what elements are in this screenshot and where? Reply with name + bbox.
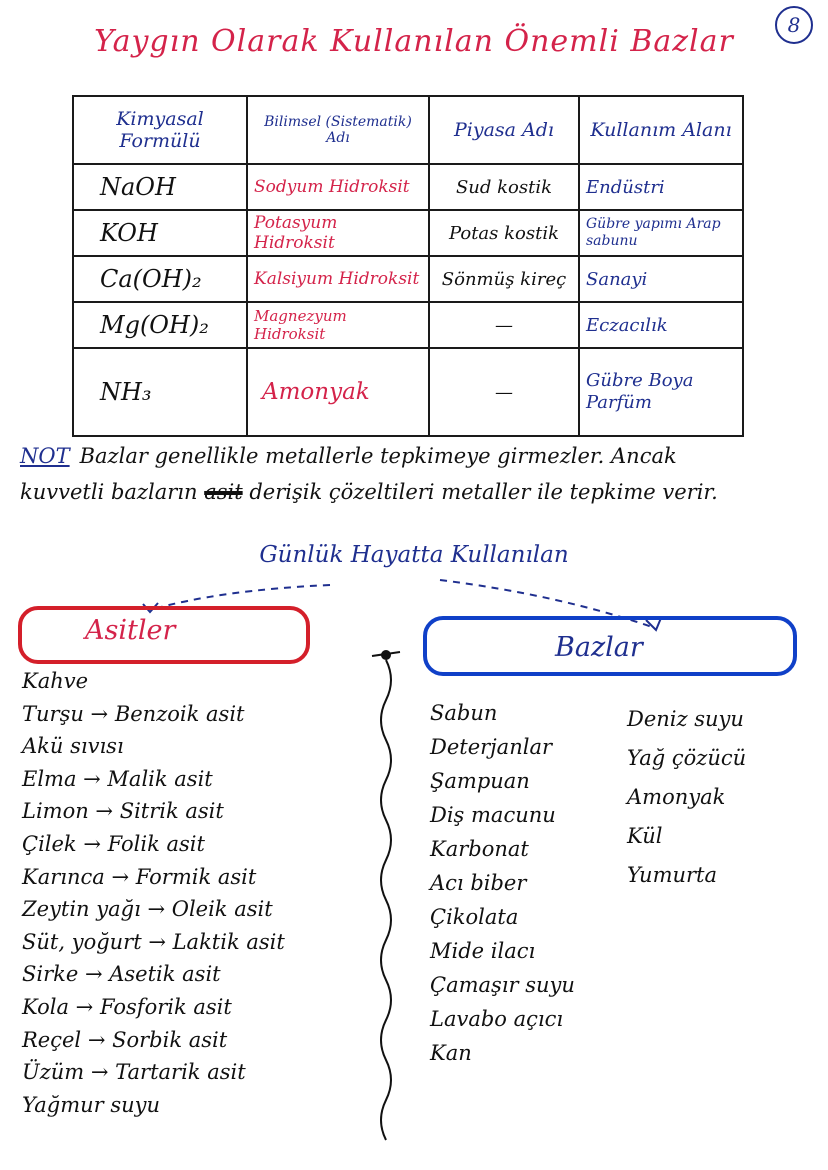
cell-market: — [429, 302, 579, 348]
note-text-2a: kuvvetli bazların [20, 480, 198, 504]
list-item: Zeytin yağı → Oleik asit [22, 897, 273, 922]
daily-life-title: Günlük Hayatta Kullanılan [259, 542, 569, 568]
list-item: Yağ çözücü [627, 746, 747, 770]
list-item: Lavabo açıcı [430, 1007, 564, 1031]
wavy-divider [381, 660, 391, 1140]
acids-heading: Asitler [85, 615, 176, 646]
list-item: Karınca → Formik asit [22, 864, 257, 889]
note-text-1: Bazlar genellikle metallerle tepkimeye girmezler. Ancak [79, 444, 677, 468]
header-usage: Kullanım Alanı [579, 96, 743, 164]
page-title: Yaygın Olarak Kullanılan Önemli Bazlar [94, 24, 734, 59]
cell-market: — [429, 348, 579, 436]
cell-market: Sud kostik [429, 164, 579, 210]
arrow-to-bases [440, 580, 655, 628]
cell-formula: Ca(OH)₂ [73, 256, 247, 302]
cell-use: Sanayi [579, 256, 743, 302]
bases-list-left [430, 696, 575, 1070]
list-item: Diş macunu [430, 803, 556, 827]
list-item: Deterjanlar [430, 735, 553, 759]
list-item: Acı biber [430, 871, 527, 895]
cell-formula: NH₃ [73, 348, 247, 436]
list-item: Akü sıvısı [22, 734, 124, 759]
page-number: 8 [775, 6, 813, 44]
bases-heading: Bazlar [555, 632, 643, 663]
list-item: Amonyak [627, 785, 726, 809]
cell-scientific: Magnezyum Hidroksit [247, 302, 429, 348]
cell-use: Eczacılık [579, 302, 743, 348]
list-item: Çamaşır suyu [430, 973, 575, 997]
header-market-name: Piyasa Adı [429, 96, 579, 164]
list-item: Deniz suyu [627, 707, 744, 731]
list-item: Limon → Sitrik asit [22, 799, 224, 824]
header-formula: Kimyasal Formülü [73, 96, 247, 164]
list-item: Yumurta [627, 863, 717, 887]
acids-list [22, 665, 285, 1121]
cell-formula: NaOH [73, 164, 247, 210]
cell-scientific: Kalsiyum Hidroksit [247, 256, 429, 302]
list-item: Karbonat [430, 837, 529, 861]
list-item: Turşu → Benzoik asit [22, 701, 245, 726]
list-item: Süt, yoğurt → Laktik asit [22, 929, 285, 954]
list-item: Kan [430, 1041, 472, 1065]
list-item: Kahve [22, 669, 89, 693]
list-item: Sabun [430, 701, 498, 725]
list-item: Çikolata [430, 905, 519, 929]
list-item: Kola → Fosforik asit [22, 994, 232, 1019]
list-item: Çilek → Folik asit [22, 831, 205, 856]
cell-market: Potas kostik [429, 210, 579, 256]
cell-scientific: Potasyum Hidroksit [247, 210, 429, 256]
cell-scientific: Sodyum Hidroksit [247, 164, 429, 210]
cell-market: Sönmüş kireç [429, 256, 579, 302]
list-item: Sirke → Asetik asit [22, 962, 221, 987]
bases-list-right [627, 700, 746, 895]
list-item: Şampuan [430, 769, 530, 793]
list-item: Yağmur suyu [22, 1092, 161, 1117]
cell-formula: KOH [73, 210, 247, 256]
list-item: Üzüm → Tartarik asit [22, 1060, 246, 1085]
header-scientific-name: Bilimsel (Sistematik) Adı [247, 96, 429, 164]
cell-use: Gübre yapımı Arap sabunu [579, 210, 743, 256]
note-text-2b: derişik çözeltileri metaller ile tepkime verir. [249, 480, 718, 504]
note-label: NOT [20, 444, 70, 468]
list-item: Kül [627, 824, 663, 848]
cell-use: Endüstri [579, 164, 743, 210]
note-struck-word: asit [204, 480, 243, 504]
cell-scientific: Amonyak [247, 348, 429, 436]
list-item: Reçel → Sorbik asit [22, 1027, 228, 1052]
list-item: Mide ilacı [430, 939, 536, 963]
cell-formula: Mg(OH)₂ [73, 302, 247, 348]
cell-use: Gübre Boya Parfüm [579, 348, 743, 436]
list-item: Elma → Malik asit [22, 766, 213, 791]
